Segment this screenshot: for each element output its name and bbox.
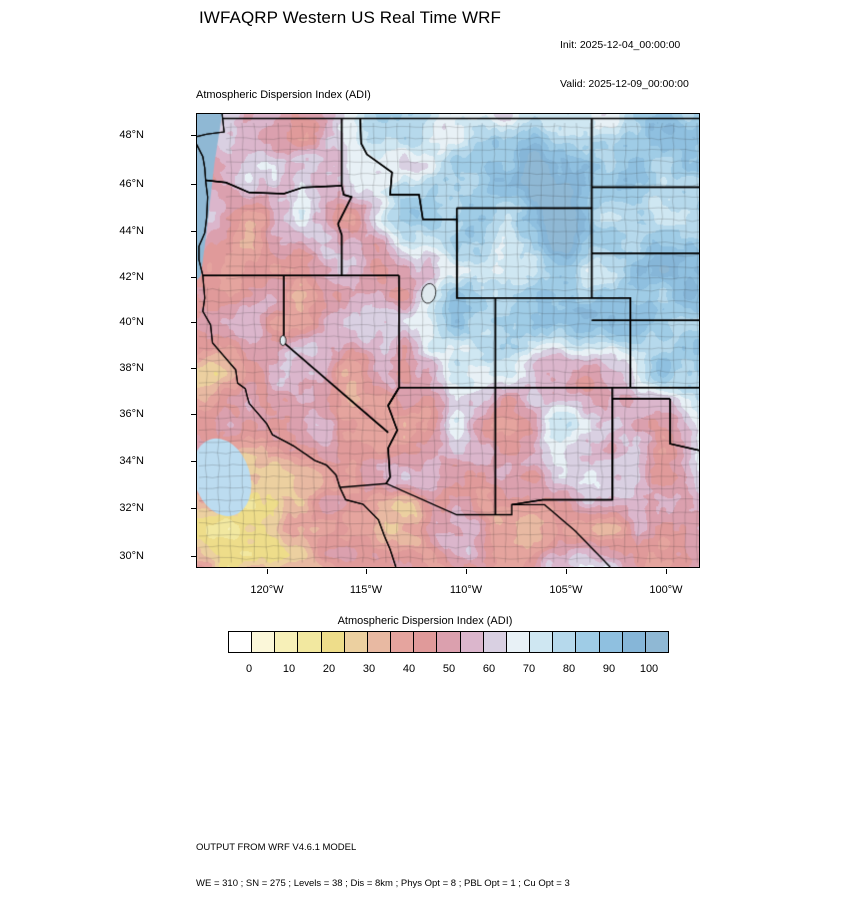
lat-tick-30: 30°N: [119, 550, 144, 562]
colorbar-swatch-3: [298, 632, 321, 652]
colorbar-swatch-15: [576, 632, 599, 652]
colorbar-swatch-6: [368, 632, 391, 652]
colorbar-swatch-0: [229, 632, 252, 652]
colorbar-swatch-18: [646, 632, 668, 652]
colorbar-swatch-4: [322, 632, 345, 652]
colorbar-title: Atmospheric Dispersion Index (ADI): [337, 615, 513, 627]
colorbar-swatch-16: [600, 632, 623, 652]
lon-tick-100: 100°W: [649, 584, 683, 596]
colorbar-swatch-14: [553, 632, 576, 652]
lat-tick-32: 32°N: [119, 502, 144, 514]
panel-title: Atmospheric Dispersion Index (ADI): [196, 89, 371, 101]
lat-tick-42: 42°N: [119, 271, 144, 283]
colorbar-label-80: 80: [562, 663, 576, 675]
colorbar-label-90: 90: [602, 663, 616, 675]
lon-tick-110: 110°W: [449, 584, 483, 596]
lon-tick-105: 105°W: [549, 584, 583, 596]
valid-time: Valid: 2025-12-09_00:00:00: [560, 78, 689, 90]
lon-tick-115: 115°W: [349, 584, 383, 596]
colorbar-label-50: 50: [442, 663, 456, 675]
lat-tick-34: 34°N: [119, 455, 144, 467]
footer-line-2: WE = 310 ; SN = 275 ; Levels = 38 ; Dis = 8km ; Phys Opt = 8 ; PBL Opt = 1 ; Cu Opt = 3: [196, 878, 570, 889]
colorbar-swatch-17: [623, 632, 646, 652]
page-title: IWFAQRP Western US Real Time WRF: [198, 8, 501, 27]
colorbar-label-60: 60: [482, 663, 496, 675]
colorbar-swatch-10: [461, 632, 484, 652]
colorbar-swatch-2: [275, 632, 298, 652]
colorbar-swatch-13: [530, 632, 553, 652]
init-valid-block: [560, 13, 689, 104]
colorbar-swatch-1: [252, 632, 275, 652]
model-footer: [196, 818, 570, 902]
colorbar-swatch-5: [345, 632, 368, 652]
colorbar-swatch-12: [507, 632, 530, 652]
map-canvas: [197, 114, 699, 567]
lat-tick-38: 38°N: [119, 362, 144, 374]
colorbar-label-10: 10: [282, 663, 296, 675]
colorbar-label-100: 100: [639, 663, 659, 675]
colorbar-swatch-7: [391, 632, 414, 652]
lon-tick-120: 120°W: [250, 584, 284, 596]
colorbar-swatch-11: [484, 632, 507, 652]
colorbar-label-70: 70: [522, 663, 536, 675]
lat-tick-46: 46°N: [119, 178, 144, 190]
colorbar-swatch-8: [414, 632, 437, 652]
colorbar-label-0: 0: [245, 663, 253, 675]
lat-tick-36: 36°N: [119, 408, 144, 420]
colorbar-label-30: 30: [362, 663, 376, 675]
init-time: Init: 2025-12-04_00:00:00: [560, 39, 681, 51]
colorbar-label-20: 20: [322, 663, 336, 675]
colorbar-label-40: 40: [402, 663, 416, 675]
lat-tick-40: 40°N: [119, 316, 144, 328]
colorbar-swatch-9: [437, 632, 460, 652]
lat-tick-44: 44°N: [119, 225, 144, 237]
map-plot-area: [196, 113, 700, 568]
footer-line-1: OUTPUT FROM WRF V4.6.1 MODEL: [196, 842, 357, 853]
lat-tick-48: 48°N: [119, 129, 144, 141]
colorbar: [228, 631, 669, 653]
